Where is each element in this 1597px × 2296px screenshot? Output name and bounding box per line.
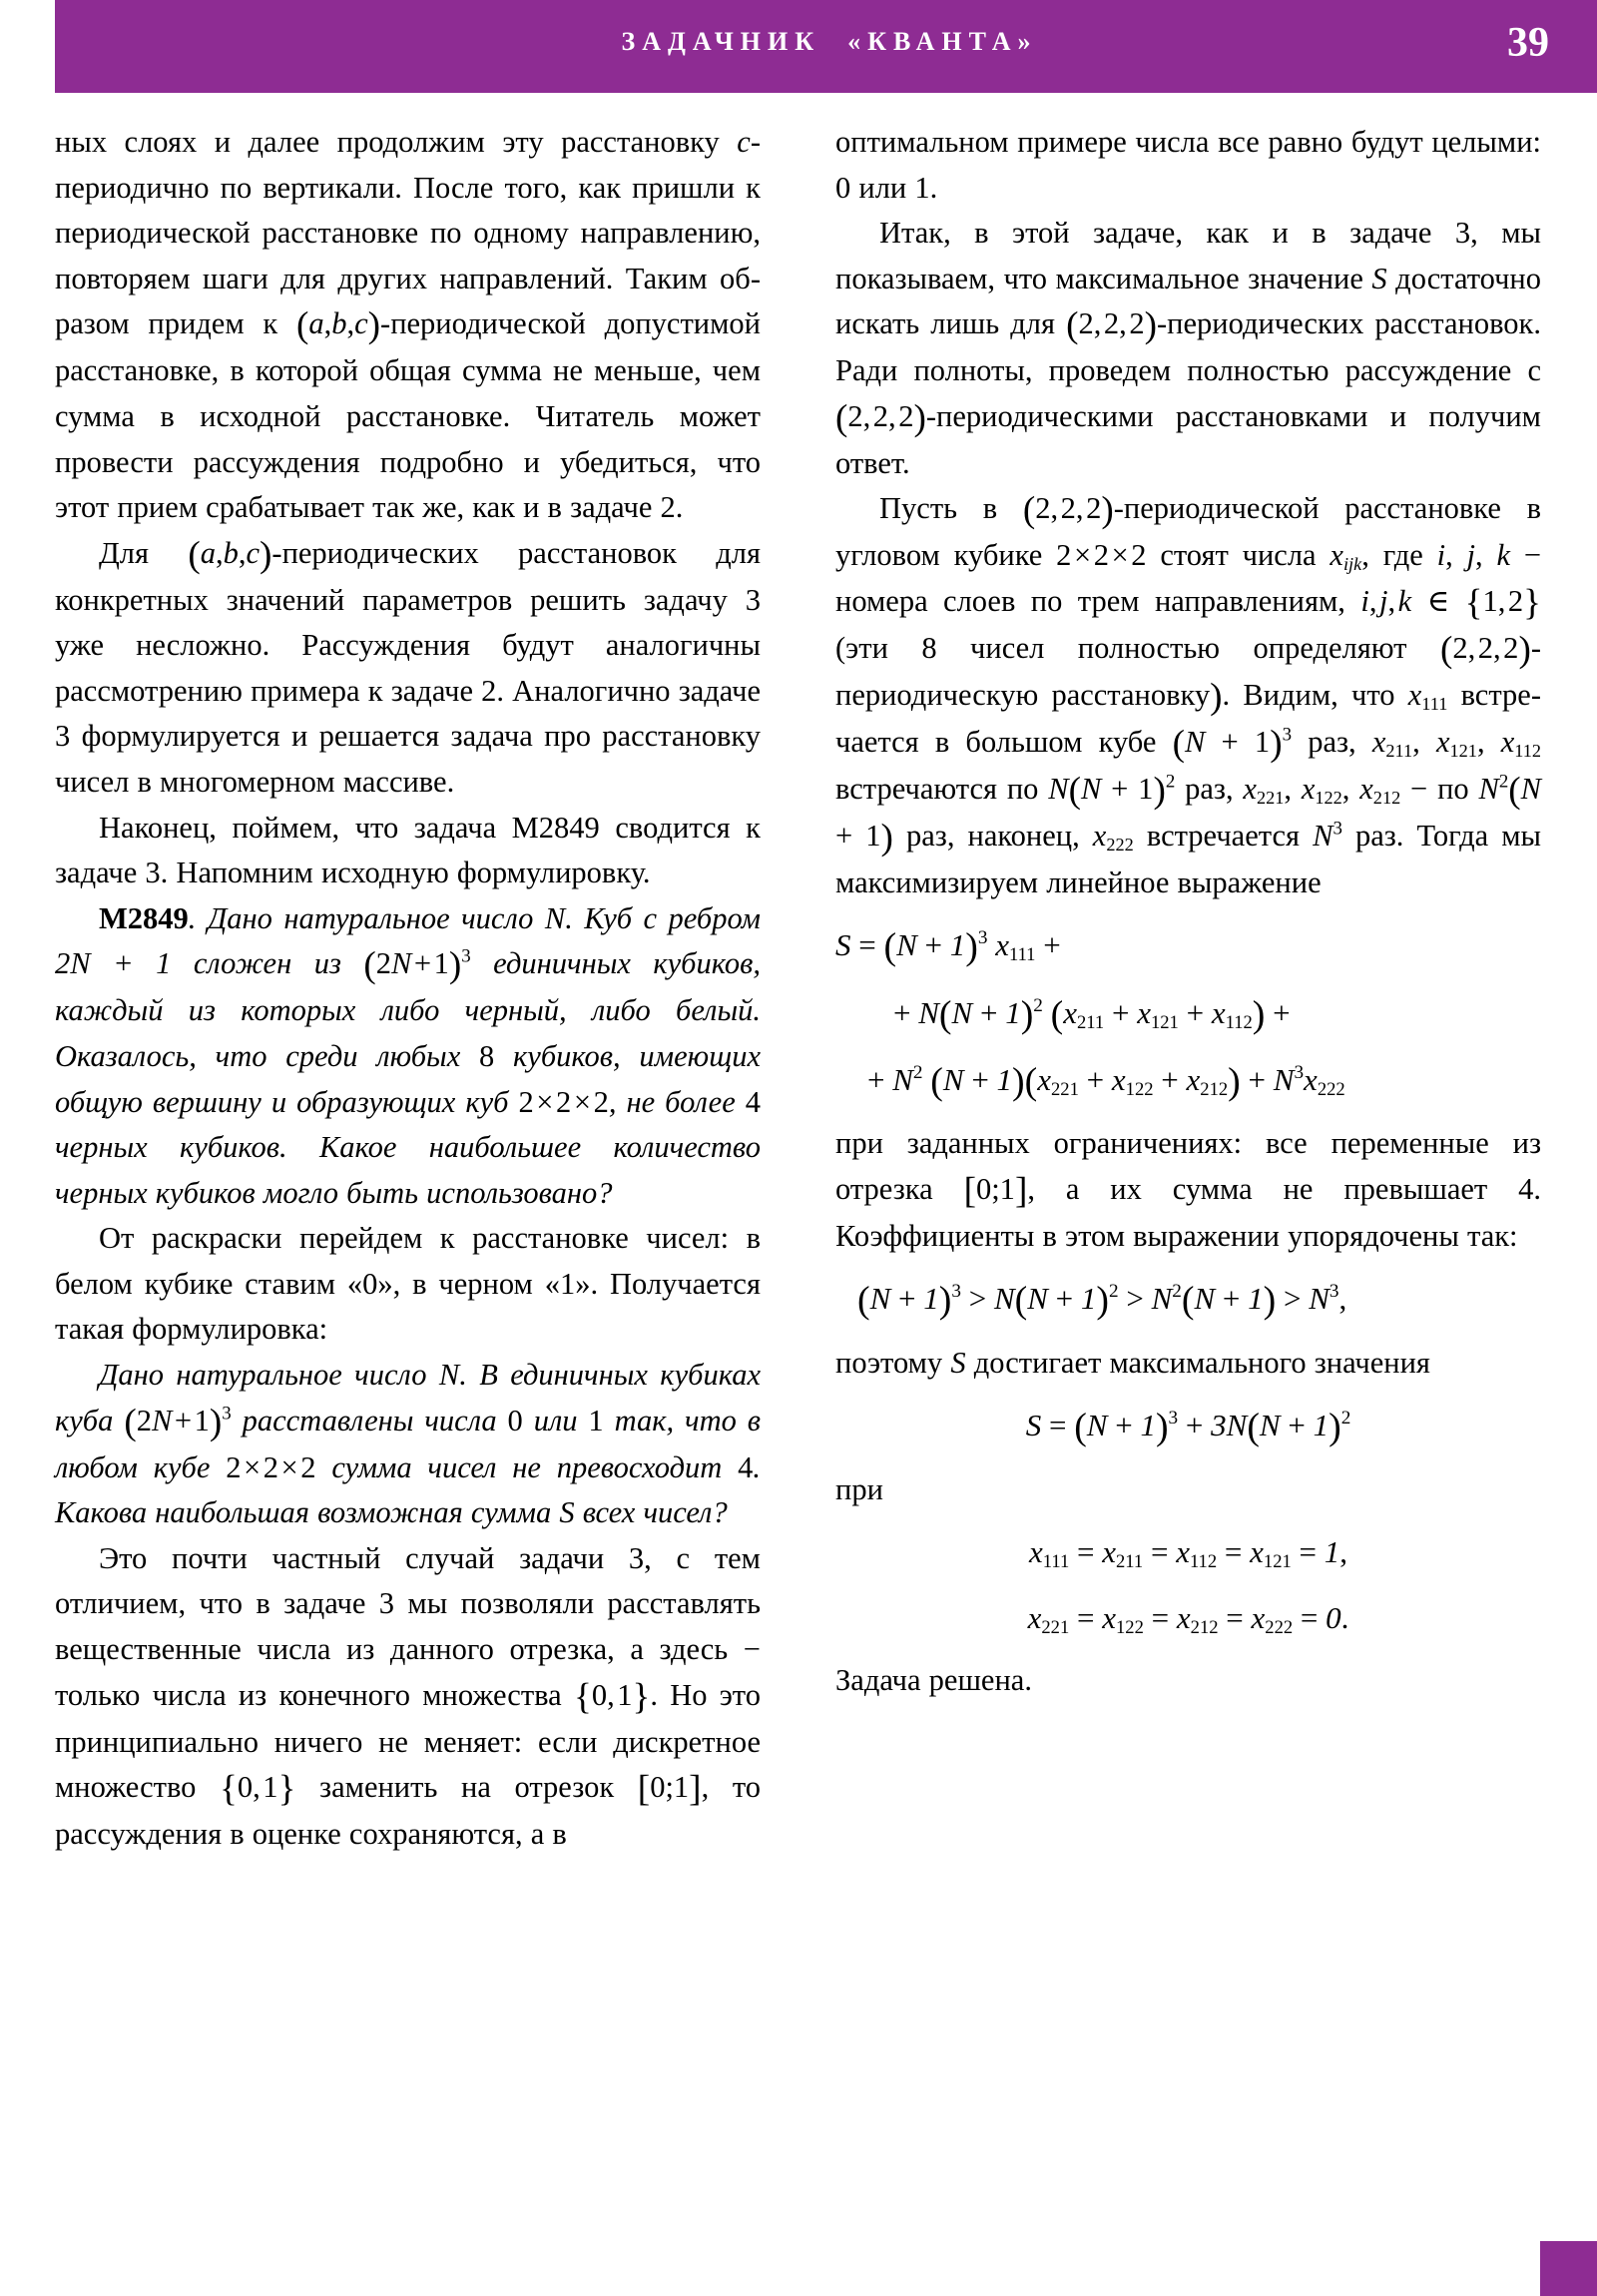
equation-assignment-ones: $x_{111} = x_{211} = x_{112} = x_{121} = 1$, (1028, 1534, 1348, 1573)
two-column-body (55, 120, 1542, 1858)
equation-S-line2: + $N(N + 1)^2$ $(x_{211} + x_{121} + x_{112})$ + (893, 992, 1291, 1035)
page-header-banner (55, 0, 1597, 93)
restated-problem: Дано натуральное число N. В единичных кубиках куба (2N + 1)$^3$ расставлены числа 0 или 1 так, что в любом кубе 2 × 2 × 2 сумма чисел не превосходит 4. Какова наибольшая возможная сумма S всех чисел? (55, 1358, 761, 1530)
left-text-column (55, 120, 761, 1858)
paragraph-sufficient-222: Итак, в этой задаче, как и в задаче 3, мы показываем, что максимальное значение S достаточно искать лишь для (2, 2, 2)-периодических расстановок. Ради полноты, проведем полностью рассуждение с (2, 2, 2)-периодическими расстановками и получим ответ. (835, 216, 1541, 480)
paragraph-solved: Задача решена. (835, 1663, 1032, 1698)
paragraph-integers-continuation: оптимальном примере числа все равно будут целыми: 0 или 1. (835, 125, 1541, 205)
equation-coefficient-ordering: $(N + 1)^3 > N(N + 1)^2 > N^2(N + 1) > N^3$, (857, 1279, 1347, 1322)
page-number: 39 (1507, 20, 1549, 66)
problem-label: M2849 (99, 900, 189, 935)
equation-S-maximum: $S = (N + 1)^3 + 3N(N + 1)^2$ (1025, 1406, 1351, 1448)
paragraph-при: при (835, 1471, 883, 1506)
math-var-c: c (737, 125, 751, 159)
paragraph-max-reached: поэтому S достигает максимального значения (835, 1345, 1430, 1380)
paragraph-special-case: Это почти частный случай задачи 3, с тем отличием, что в задаче 3 мы позволяли расставлять вещественные числа из данного отрезка, а здесь − только числа из конечного множества {0, 1}. Но это принципиально ничего не меняет: если дискретное множество {0, 1} заменить на отрезок [0;1], то рассуждения в оценке сохраняются, а в (55, 1540, 762, 1852)
equation-assignment-zeros: $x_{221} = x_{122} = x_{212} = x_{222} = 0$. (1027, 1600, 1349, 1639)
bottom-right-corner-mark (1540, 2241, 1597, 2296)
paragraph-setup-variables: Пусть в (2, 2, 2)-периодической расстановке в угловом кубике 2 × 2 × 2 стоят числа $x_{ijk}$, где i, j, k − номера слоев по трем направлениям, i, j, k ∈ {1, 2} (эти 8 чисел полностью определяют (2, 2, 2)-периодическую расстановку). Видим, что $x_{111}$ встречается в большом кубе $(N + 1)^3$ раз, $x_{211}$, $x_{121}$, $x_{112}$ встречаются по $N(N + 1)^2$ раз, $x_{221}$, $x_{122}$, $x_{212}$ − по $N^2(N + 1)$ раз, наконец, $x_{222}$ встречается $N^3$ раз. Тогда мы максимизируем линейное выражение (835, 489, 1542, 899)
paragraph-periodic-arrangements: Для (a,b,c)-периодических расстановок для конкретных значений параметров решить задачу 3 уже несложно. Рассуждения будут аналогичны рассмотрению примера к задаче 2. Аналогично задаче 3 формулируется и решается задача про расстановку чисел в многомерном массиве. (55, 534, 761, 799)
paragraph-continuation: ных слоях и далее продолжим эту расстановку c-периодично по вертикали. После того, как пришли к периодической расстановке по одному направлению, повторяем шаги для других направлений. Таким образом придем к (a,b,c)-периодической допустимой расстановке, в которой общая сумма не меньше, чем сумма в исходной расстановке. Читатель может провести рассуждения подробно и убедиться, что этот прием срабатывает так же, как и в задаче 2. (55, 125, 761, 525)
paragraph-recolor-to-numbers: От раскраски перейдем к расстановке чисел: в белом кубике ставим «0», в черном «1». Получается такая формулировка: (55, 1221, 761, 1347)
equation-S-line1: $S = (N + 1)^3$ $x_{111}$ + (835, 925, 1061, 968)
problem-statement-m2849: M2849. Дано натуральное число N. Куб с ребром 2N + 1 сложен из (2N + 1)$^3$ единичных кубиков, каждый из которых либо черный, либо белый. Оказалось, что среди любых 8 кубиков, имеющих общую вершину и образующих куб 2 × 2 × 2, не более 4 черных кубиков. Какое наибольшее количество черных кубиков могло быть использовано? (55, 900, 761, 1210)
paragraph-reduction: Наконец, поймем, что задача M2849 сводится к задаче 3. Напомним исходную формулировку. (55, 810, 761, 890)
right-text-column (835, 120, 1541, 1858)
paragraph-constraints: при заданных ограничениях: все переменные из отрезка [0;1], а их сумма не превышает 4. Коэффициенты в этом выражении упорядочены так: (835, 1126, 1542, 1253)
equation-S-line3: + $N^2$ $(N + 1)(x_{221} + x_{122} + x_{212}) + N^3x_{222}$ (867, 1060, 1345, 1103)
page-header-title: ЗАДАЧНИК «КВАНТА» (621, 27, 1038, 56)
